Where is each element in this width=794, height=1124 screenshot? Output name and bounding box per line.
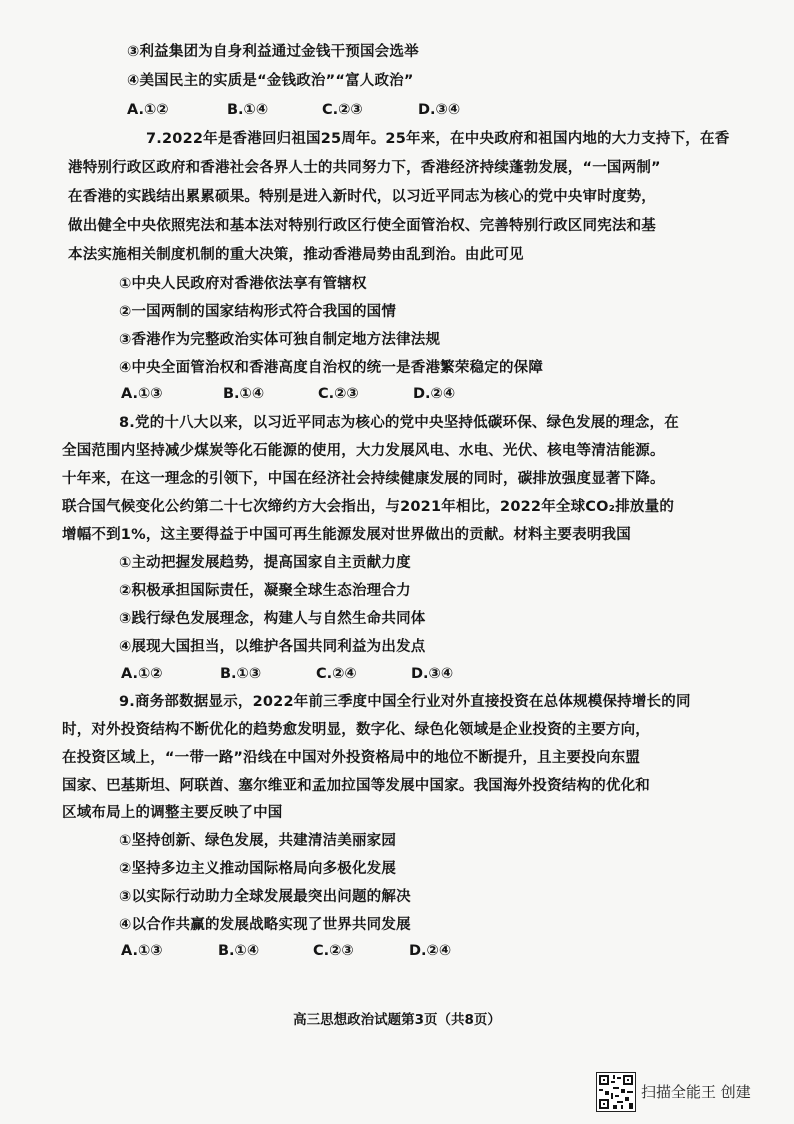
- q6-option-d: D.③④: [418, 102, 461, 118]
- q8-item-2: ②积极承担国际责任，凝聚全球生态治理合力: [119, 583, 411, 599]
- q9-item-3: ③以实际行动助力全球发展最突出问题的解决: [119, 889, 411, 905]
- q7-stem-line: 7.2022年是香港回归祖国25周年。25年来，在中央政府和祖国内地的大力支持下，在香: [146, 131, 730, 147]
- q9-stem-line: 区域布局上的调整主要反映了中国: [62, 805, 283, 821]
- q9-option-a: A.①③: [121, 943, 163, 959]
- q7-option-c: C.②③: [318, 386, 359, 402]
- q8-option-b: B.①③: [220, 666, 262, 682]
- q8-item-1: ①主动把握发展趋势，提高国家自主贡献力度: [119, 555, 411, 571]
- q7-item-2: ②一国两制的国家结构形式符合我国的国情: [119, 304, 397, 320]
- q6-option-a: A.①②: [127, 102, 169, 118]
- q7-stem-line: 在香港的实践结出累累硕果。特别是进入新时代，以习近平同志为核心的党中央审时度势，: [68, 189, 656, 205]
- q7-item-4: ④中央全面管治权和香港高度自治权的统一是香港繁荣稳定的保障: [119, 360, 544, 376]
- q8-option-a: A.①②: [121, 666, 163, 682]
- q9-stem-line: 时，对外投资结构不断优化的趋势愈发明显，数字化、绿色化领域是企业投资的主要方向，: [62, 722, 650, 738]
- q9-option-c: C.②③: [313, 943, 354, 959]
- q6-option-c: C.②③: [322, 102, 363, 118]
- q6-option-b: B.①④: [227, 102, 269, 118]
- q9-stem-line: 9.商务部数据显示，2022年前三季度中国全行业对外直接投资在总体规模保持增长的同: [119, 694, 691, 710]
- q8-stem-line: 8.党的十八大以来，以习近平同志为核心的党中央坚持低碳环保、绿色发展的理念，在: [119, 415, 679, 431]
- q7-option-b: B.①④: [223, 386, 265, 402]
- q7-stem-line: 做出健全中央依照宪法和基本法对特别行政区行使全面管治权、完善特别行政区同宪法和基: [68, 218, 656, 234]
- q7-stem-line: 本法实施相关制度机制的重大决策，推动香港局势由乱到治。由此可见: [68, 247, 524, 263]
- q8-option-c: C.②④: [316, 666, 357, 682]
- q8-stem-line: 十年来，在这一理念的引领下，中国在经济社会持续健康发展的同时，碳排放强度显著下降。: [62, 471, 665, 487]
- q8-stem-line: 全国范围内坚持减少煤炭等化石能源的使用，大力发展风电、水电、光伏、核电等清洁能源。: [62, 443, 665, 459]
- q9-item-1: ①坚持创新、绿色发展，共建清洁美丽家园: [119, 833, 397, 849]
- q6-item-3: ③利益集团为自身利益通过金钱干预国会选举: [127, 44, 419, 60]
- q7-option-d: D.②④: [413, 386, 456, 402]
- q7-option-a: A.①③: [121, 386, 163, 402]
- q9-item-2: ②坚持多边主义推动国际格局向多极化发展: [119, 861, 397, 877]
- q9-stem-line: 国家、巴基斯坦、阿联酋、塞尔维亚和孟加拉国等发展中国家。我国海外投资结构的优化和: [62, 778, 650, 794]
- q9-option-b: B.①④: [218, 943, 260, 959]
- q6-item-4: ④美国民主的实质是“金钱政治”“富人政治”: [127, 73, 414, 89]
- q9-item-4: ④以合作共赢的发展战略实现了世界共同发展: [119, 917, 411, 933]
- q9-option-d: D.②④: [409, 943, 452, 959]
- q9-stem-line: 在投资区域上，“一带一路”沿线在中国对外投资格局中的地位不断提升，且主要投向东盟: [62, 750, 641, 766]
- page-footer: 高三思想政治试题第3页（共8页）: [293, 1012, 501, 1028]
- q7-item-3: ③香港作为完整政治实体可独自制定地方法律法规: [119, 332, 441, 348]
- q8-item-4: ④展现大国担当，以维护各国共同利益为出发点: [119, 639, 426, 655]
- q7-stem-line: 港特别行政区政府和香港社会各界人士的共同努力下，香港经济持续蓬勃发展，“一国两制”: [68, 160, 661, 176]
- q8-option-d: D.③④: [411, 666, 454, 682]
- q8-stem-line: 增幅不到1%，这主要得益于中国可再生能源发展对世界做出的贡献。材料主要表明我国: [62, 527, 631, 543]
- q8-item-3: ③践行绿色发展理念，构建人与自然生命共同体: [119, 611, 426, 627]
- scanner-brand-label: 扫描全能王 创建: [641, 1083, 751, 1101]
- qr-code-icon: [596, 1072, 636, 1112]
- q8-stem-line: 联合国气候变化公约第二十七次缔约方大会指出，与2021年相比，2022年全球CO₂排放量的: [62, 499, 675, 515]
- q7-item-1: ①中央人民政府对香港依法享有管辖权: [119, 276, 367, 292]
